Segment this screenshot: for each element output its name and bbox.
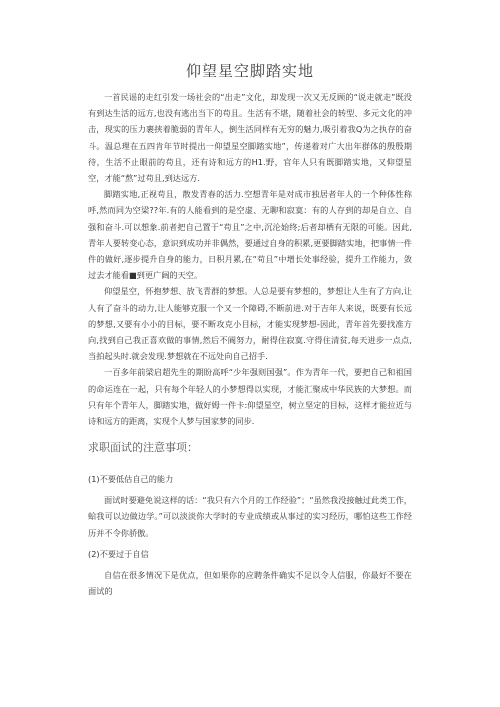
essay-paragraph-3: 仰望星空，怀抱梦想、放飞青群的梦想。人总是要有梦想的，梦想让人生有了方向,让人有了奋斗的动力,让人能够克服一个又一个障碍,不断前进.对于吉年人来说，既要有长远的梦想,又要有小小的目标，要不断攻克小目标，才能实现梦想-因此，青年首先要找准方向,找到自己我正喜欢做的事情,然后不阍努力，耐得住寂寞.守得住清贫,每天进步一点点,当拍起头时.就会发现.梦想就在不远处向自己招手. — [88, 286, 412, 362]
essay-paragraph-1: 一首民谣的走红引发一场社会的“出走”文化，却发现一次又无反顾的“说走就走”既没有到达生活的远方,也没有逃出当下的苟且。生活有不堪，随着社会的转型、多元文化的冲击，现实的压力裹挟着脆弱的青年人，倒生活同样有无穷的魅力,吸引着我Q为之执存的奋斗。温总理在五四肯年节时提出一仰望星空脚踏实地”，传递着对广大出年群体的殷殷期待，生活不止眼前的苟且，还有诗和远方的H1.野，官年人只有既脚踏实地，又仰望星空，才能“熬”过苟且,到达远方. — [88, 92, 412, 184]
essay-paragraph-2: 脚踏实地,正视苟且，散发青春的活力.空想青年是对成市独居者年人的一个种体性称呼,然而同为空梁??年.有的人能看到的是空虚、无聊和寂寞：有的人存到的却是自立、自强和奋斗.可以想象.前者把自己置于“苟且”之中,沉沦始终;后者却栖有无限的可能。因此,青年人要转变心态，意识到成功并非偶然，要通过自身的积累,更要脚踏实地，把事情一件件的做好,逐步提升自身的能力，日积月累,在“苟且”中增长处事经验，提升工作能力，敛过去才能看■到更广阔的天空。 — [88, 189, 412, 281]
tip-label-1: (1)不要低估自己的能力 — [88, 474, 174, 485]
essay-paragraph-4: 一百多年前梁启超先生的期盼高呼“少年强则国强”。作为青年一代，要把自己和祖国的命运连在一起，只有每个年轻人的小梦想得以实现，才能汇聚成中华民族的大梦想。而只有年个青年人，脚踏实地，做好姆一件卡:仰望星空，树立坚定的目标，这样才能拉近与诗和远方的距离，实现个人梦与国家梦的同步. — [88, 367, 412, 427]
document-title: 仰望星空脚踏实地 — [185, 62, 314, 80]
tip-text-1: 面试时要避免说这样的话：“我只有六个月的工作经验”；“虽然我没接触过此类工作，蛤我可以边做边学。”可以淡淡你大学时的专业成绩或从事过的实习经历，哪怕这些工作经历并不令你骄傲。 — [88, 495, 412, 538]
tip-text-2: 自信在很多情况下是优点，但如果你的应聘条件确实不足以令人信服，你最好不要在面试的 — [88, 569, 412, 597]
essay-body — [88, 89, 412, 429]
section-heading: 求职面试的注意事项： — [88, 441, 198, 455]
tip-label-2: (2)不要过于自信 — [88, 548, 149, 559]
interview-tips — [88, 471, 412, 599]
